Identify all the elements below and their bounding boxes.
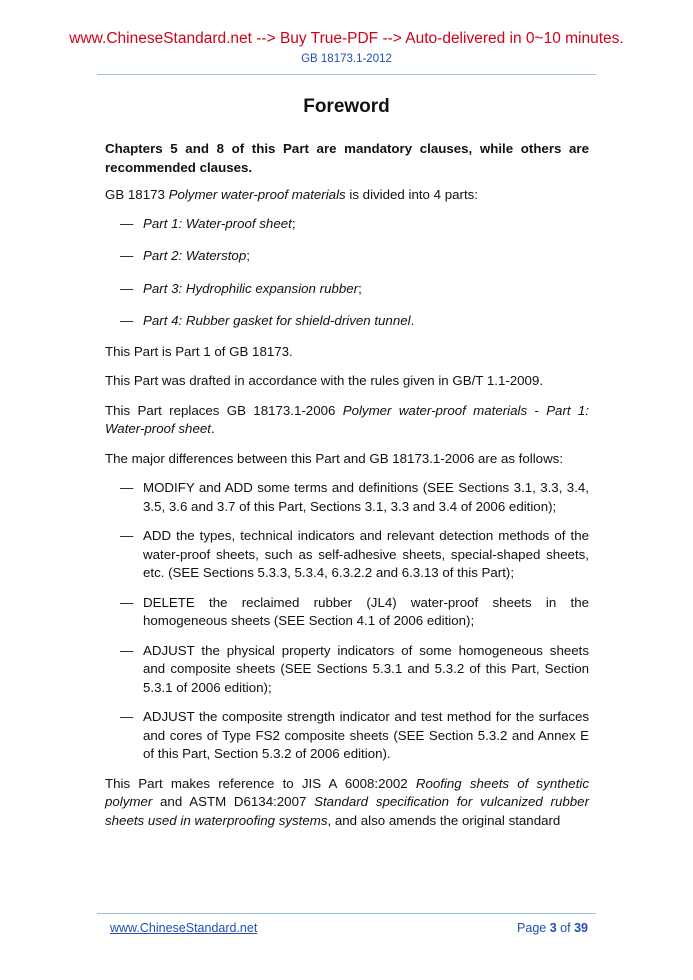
- page-number: [517, 921, 588, 935]
- difference-text: ADJUST the physical property indicators of some homogeneous sheets and composite sheets (SEE Sections 5.3.1 and 5.3.2 of this Part, Section 5.3.1 of 2006 edition);: [143, 642, 589, 695]
- reference-text: , and also amends the original standard: [327, 812, 561, 828]
- difference-text: DELETE the reclaimed rubber (JL4) water-proof sheets in the homogeneous sheets (SEE Section 4.1 of 2006 edition);: [143, 594, 589, 628]
- promo-banner[interactable]: www.ChineseStandard.net --> Buy True-PDF --> Auto-delivered in 0~10 minutes.: [69, 30, 624, 47]
- dash-marker: —: [120, 215, 134, 231]
- mandatory-clause-note: Chapters 5 and 8 of this Part are mandatory clauses, while others are recommended clauses.: [105, 141, 589, 175]
- dash-marker: —: [120, 313, 134, 328]
- part-statement: This Part is Part 1 of GB 18173.: [105, 343, 293, 359]
- dash-marker: —: [120, 594, 134, 610]
- list-item: [105, 479, 589, 516]
- reference-paragraph: [105, 775, 589, 831]
- differences-intro: The major differences between this Part and GB 18173.1-2006 are as follows:: [105, 450, 564, 466]
- punctuation: .: [210, 421, 215, 436]
- dash-marker: —: [120, 528, 134, 543]
- punctuation: ;: [358, 280, 362, 296]
- punctuation: .: [410, 313, 415, 328]
- list-item: [105, 247, 589, 266]
- part-title: Part 1: Water-proof sheet: [143, 215, 292, 231]
- document-id: GB 18173.1-2012: [301, 53, 392, 65]
- punctuation: ;: [291, 215, 296, 231]
- header-divider: [97, 74, 596, 75]
- list-item: [105, 594, 589, 631]
- reference-text: and ASTM D6134:2007: [152, 794, 315, 809]
- page-label: Page: [517, 921, 547, 935]
- part-title: Part 3: Hydrophilic expansion rubber: [143, 280, 359, 296]
- intro-text-end: is divided into 4 parts:: [345, 187, 478, 202]
- intro-text: GB 18173: [105, 187, 169, 202]
- difference-text: ADD the types, technical indicators and relevant detection methods of the water-proof sheets, such as self-adhesive sheets, special-shaped sheets, etc. (SEE Sections 5.3.3, 5.3.4, 6.3.2.2 and 6.3.13 of this Part);: [143, 528, 589, 580]
- list-item: [105, 642, 589, 698]
- footer-website-link[interactable]: www.ChineseStandard.net: [110, 921, 258, 935]
- current-page: 3: [549, 921, 557, 935]
- dash-marker: —: [120, 709, 134, 724]
- part-title: Part 2: Waterstop: [143, 248, 247, 263]
- footer-divider: [97, 913, 596, 914]
- dash-marker: —: [120, 480, 134, 495]
- punctuation: ;: [246, 248, 250, 263]
- dash-marker: —: [120, 280, 134, 296]
- dash-marker: —: [120, 642, 134, 658]
- intro-paragraph: [105, 186, 589, 205]
- list-item: [105, 527, 589, 583]
- list-item: [105, 280, 589, 299]
- intro-title: Polymer water-proof materials: [168, 187, 346, 202]
- total-pages: 39: [574, 921, 588, 935]
- difference-text: MODIFY and ADD some terms and definitions (SEE Sections 3.1, 3.3, 3.4, 3.5, 3.6 and 3.7 of this Part, Sections 3.1, 3.3 and 3.4 of 2006 edition);: [143, 480, 589, 514]
- document-body: [105, 140, 589, 830]
- list-item: [105, 215, 589, 234]
- reference-title: Standard specification for vulcanized rubber sheets used in waterproofing systems: [105, 794, 589, 828]
- dash-marker: —: [120, 248, 134, 263]
- page-of-label: of: [560, 921, 571, 935]
- part-title: Part 4: Rubber gasket for shield-driven tunnel: [143, 313, 411, 328]
- difference-text: ADJUST the composite strength indicator and test method for the surfaces and cores of Type FS2 composite sheets (SEE Section 5.3.2 and Annex E of this Part, Section 5.3.2 of 2006 edition).: [143, 709, 589, 761]
- replaced-standard-title: Polymer water-proof materials - Part 1: Water-proof sheet: [105, 402, 589, 436]
- drafting-statement: This Part was drafted in accordance with the rules given in GB/T 1.1-2009.: [105, 373, 544, 388]
- reference-title: Roofing sheets of synthetic polymer: [105, 775, 589, 809]
- replaces-text: This Part replaces GB 18173.1-2006: [105, 402, 343, 418]
- reference-text: This Part makes reference to JIS A 6008:2002: [105, 775, 416, 791]
- list-item: [105, 708, 589, 764]
- replaces-paragraph: [105, 402, 589, 439]
- page-title: Foreword: [303, 96, 390, 117]
- list-item: [105, 312, 589, 331]
